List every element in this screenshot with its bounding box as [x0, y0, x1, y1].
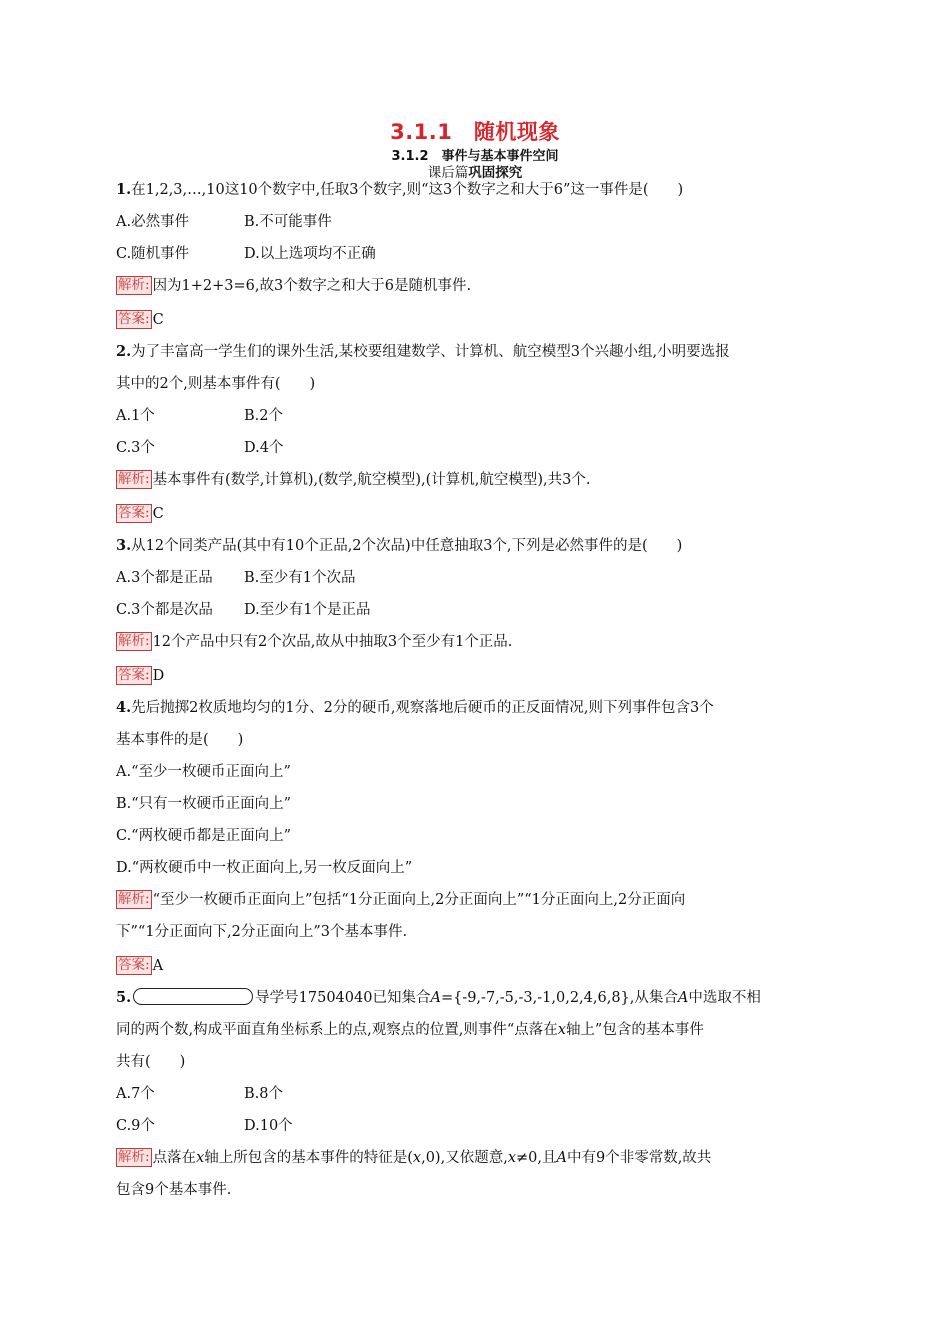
analysis: [116, 1142, 836, 1174]
options-row: [116, 594, 836, 626]
section-prefix: 课后篇: [427, 165, 469, 181]
set-variable: A: [430, 990, 441, 1006]
set-variable: A: [677, 990, 689, 1006]
option-a: A.7个: [116, 1086, 155, 1102]
answer-tag: 答案:: [118, 667, 150, 683]
option-a: A.1个: [116, 408, 155, 424]
option-d: D.10个: [244, 1118, 293, 1134]
analysis-text: ≠0,且: [516, 1150, 557, 1166]
analysis-tag: 解析:: [118, 633, 150, 649]
question-text: 先后抛掷2枚质地均匀的1分、2分的硬币,观察落地后硬币的正反面情况,则下列事件包含3个: [131, 700, 714, 716]
option-b: B.不可能事件: [244, 214, 332, 230]
set-variable: A: [556, 1150, 567, 1166]
question-text-cont: 基本事件的是( ): [116, 732, 244, 748]
option-c: C.9个: [116, 1118, 155, 1134]
answer-tag: 答案:: [118, 505, 150, 521]
question-5: [116, 982, 836, 1014]
question-number: 3.: [116, 537, 132, 554]
answer-text: D: [152, 668, 165, 684]
option-d: D.以上选项均不正确: [244, 246, 376, 262]
analysis: [116, 626, 836, 658]
answer: [116, 304, 836, 336]
question-lead: 导学号17504040已知集合: [255, 990, 431, 1006]
question-3: [116, 530, 836, 562]
answer-tag: 答案:: [118, 957, 150, 973]
analysis-text-cont: 包含9个基本事件.: [116, 1182, 232, 1198]
analysis-text: 因为1+2+3=6,故3个数字之和大于6是随机事件.: [152, 278, 472, 294]
answer: [116, 498, 836, 530]
option-b: B.8个: [244, 1086, 283, 1102]
option-b: B.至少有1个次品: [244, 570, 356, 586]
set-definition: ={-9,-7,-5,-3,-1,0,2,4,6,8},从集合: [440, 990, 678, 1006]
answer-tag: 答案:: [118, 311, 150, 327]
question-text: 轴上”包含的基本事件: [565, 1022, 704, 1038]
answer-text: C: [152, 506, 164, 522]
option-c: C.3个: [116, 440, 155, 456]
option-c: C.“两枚硬币都是正面向上”: [116, 828, 292, 844]
analysis-tag: 解析:: [118, 1149, 150, 1165]
question-text: 中选取不相: [688, 990, 761, 1006]
question-number: 4.: [116, 699, 132, 716]
option-d: D.4个: [244, 440, 284, 456]
answer-text: C: [152, 312, 164, 328]
page-subtitle: 3.1.2 事件与基本事件空间: [391, 149, 559, 164]
option-c: C.随机事件: [116, 246, 190, 262]
question-list: [116, 174, 836, 1206]
question-4: [116, 692, 836, 724]
page-title: 3.1.1 随机现象: [390, 120, 560, 144]
answer-text: A: [152, 958, 164, 974]
analysis: [116, 464, 836, 496]
answer: [116, 950, 836, 982]
analysis-tag: 解析:: [118, 471, 150, 487]
options-row: [116, 1110, 836, 1142]
analysis: [116, 270, 836, 302]
option-a: A.3个都是正品: [116, 570, 213, 586]
question-text-cont: 其中的2个,则基本事件有( ): [116, 376, 316, 392]
question-number: 5.: [116, 989, 132, 1006]
options-row: [116, 562, 836, 594]
analysis-text: 12个产品中只有2个次品,故从中抽取3个至少有1个正品.: [152, 634, 513, 650]
analysis-text: 轴上所包含的基本事件的特征是(: [204, 1150, 413, 1166]
option-b: B.“只有一枚硬币正面向上”: [116, 796, 292, 812]
option-b: B.2个: [244, 408, 283, 424]
question-1: [116, 174, 836, 206]
question-text: 为了丰富高一学生们的课外生活,某校要组建数学、计算机、航空模型3个兴趣小组,小明要选报: [131, 344, 730, 360]
question-text: 从12个同类产品(其中有10个正品,2个次品)中任意抽取3个,下列是必然事件的是( ): [131, 538, 683, 554]
guide-number-oval: [133, 988, 253, 1005]
x-variable: x: [507, 1150, 516, 1166]
analysis-tag: 解析:: [118, 891, 150, 907]
question-2: [116, 336, 836, 368]
options-row: [116, 238, 836, 270]
x-variable: x: [557, 1022, 566, 1038]
x-variable: x: [412, 1150, 422, 1166]
analysis-text: 基本事件有(数学,计算机),(数学,航空模型),(计算机,航空模型),共3个.: [152, 472, 591, 488]
options-row: [116, 432, 836, 464]
analysis-text: “至少一枚硬币正面向上”包括“1分正面向上,2分正面向上”“1分正面向上,2分正面向: [152, 892, 686, 908]
analysis-text: 点落在: [152, 1150, 197, 1166]
option-c: C.3个都是次品: [116, 602, 213, 618]
question-text: 同的两个数,构成平面直角坐标系上的点,观察点的位置,则事件“点落在: [116, 1022, 558, 1038]
question-text-cont: [116, 1014, 836, 1046]
question-number: 1.: [116, 181, 132, 198]
options-row: [116, 206, 836, 238]
option-a: A.“至少一枚硬币正面向上”: [116, 764, 291, 780]
section-bold: 巩固探究: [468, 165, 523, 181]
question-text: 在1,2,3,…,10这10个数字中,任取3个数字,则“这3个数字之和大于6”这一事件是( ): [131, 182, 684, 198]
analysis-text: 中有9个非零常数,故共: [566, 1150, 712, 1166]
option-d: D.至少有1个是正品: [244, 602, 371, 618]
options-row: [116, 1078, 836, 1110]
analysis-tag: 解析:: [118, 277, 150, 293]
answer: [116, 660, 836, 692]
analysis: [116, 884, 836, 916]
analysis-text: ,0),又依题意,: [421, 1150, 508, 1166]
options-row: [116, 400, 836, 432]
question-number: 2.: [116, 343, 132, 360]
analysis-text-cont: 下”“1分正面向下,2分正面向上”3个基本事件.: [116, 924, 408, 940]
x-variable: x: [196, 1150, 205, 1166]
option-d: D.“两枚硬币中一枚正面向上,另一枚反面向上”: [116, 860, 413, 876]
option-a: A.必然事件: [116, 214, 190, 230]
question-text-cont: 共有( ): [116, 1054, 186, 1070]
